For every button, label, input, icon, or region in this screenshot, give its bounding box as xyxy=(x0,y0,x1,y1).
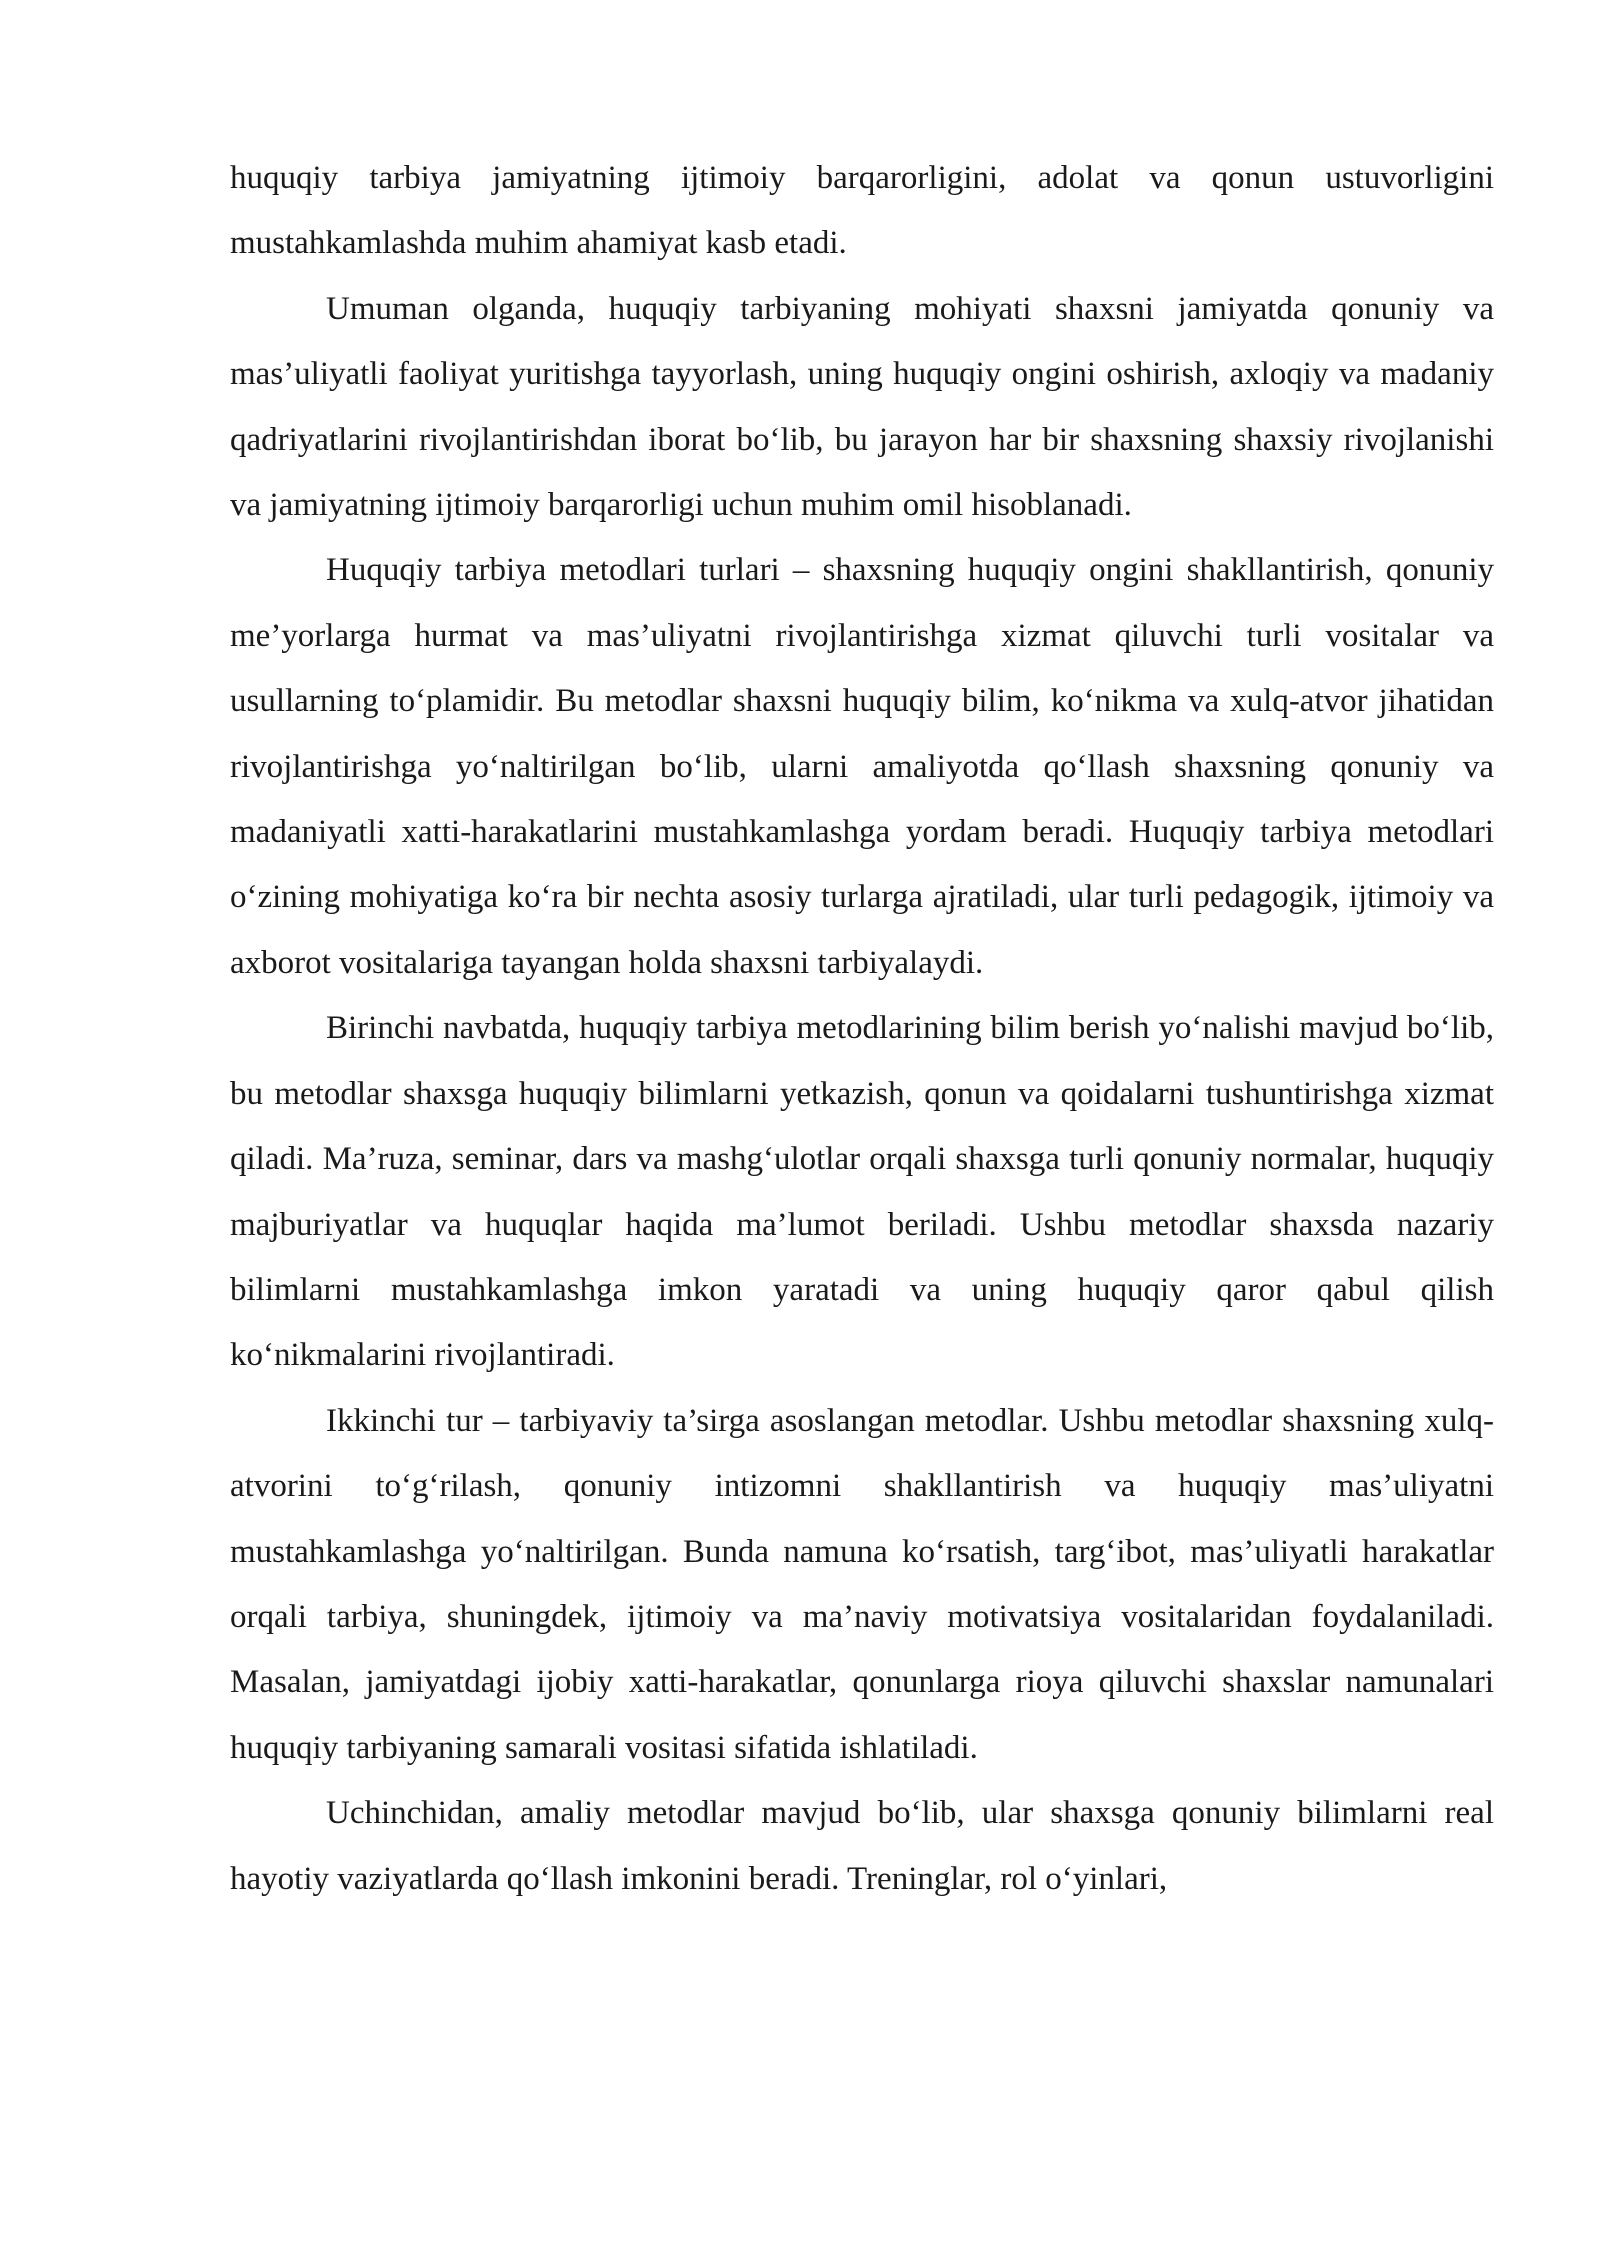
paragraph-3: Huquqiy tarbiya metodlari turlari – shaxsning huquqiy ongini shakllantirish, qonuniy me’yorlarga hurmat va mas’uliyatni rivojlantirishga xizmat qiluvchi turli vositalar va usullarning to‘plamidir. Bu metodlar shaxsni huquqiy bilim, ko‘nikma va xulq-atvor jihatidan rivojlantirishga yo‘naltirilgan bo‘lib, ularni amaliyotda qo‘llash shaxsning qonuniy va madaniyatli xatti-harakatlarini mustahkamlashga yordam beradi. Huquqiy tarbiya metodlari o‘zining mohiyatiga ko‘ra bir nechta asosiy turlarga ajratiladi, ular turli pedagogik, ijtimoiy va axborot vositalariga tayangan holda shaxsni tarbiyalaydi. xyxy=(230,552,1494,981)
paragraph-2: Umuman olganda, huquqiy tarbiyaning mohiyati shaxsni jamiyatda qonuniy va mas’uliyatli faoliyat yuritishga tayyorlash, uning huquqiy ongini oshirish, axloqiy va madaniy qadriyatlarini rivojlantirishdan iborat bo‘lib, bu jarayon har bir shaxsning shaxsiy rivojlanishi va jamiyatning ijtimoiy barqarorligi uchun muhim omil hisoblanadi. xyxy=(230,290,1494,524)
paragraph-5: Ikkinchi tur – tarbiyaviy ta’sirga asoslangan metodlar. Ushbu metodlar shaxsning xulq-atvorini to‘g‘rilash, qonuniy intizomni shakllantirish va huquqiy mas’uliyatni mustahkamlashga yo‘naltirilgan. Bunda namuna ko‘rsatish, targ‘ibot, mas’uliyatli harakatlar orqali tarbiya, shuningdek, ijtimoiy va ma’naviy motivatsiya vositalaridan foydalaniladi. Masalan, jamiyatdagi ijobiy xatti-harakatlar, qonunlarga rioya qiluvchi shaxslar namunalari huquqiy tarbiyaning samarali vositasi sifatida ishlatiladi. xyxy=(230,1402,1494,1766)
paragraph-4: Birinchi navbatda, huquqiy tarbiya metodlarining bilim berish yo‘nalishi mavjud bo‘lib, bu metodlar shaxsga huquqiy bilimlarni yetkazish, qonun va qoidalarni tushuntirishga xizmat qiladi. Ma’ruza, seminar, dars va mashg‘ulotlar orqali shaxsga turli qonuniy normalar, huquqiy majburiyatlar va huquqlar haqida ma’lumot beriladi. Ushbu metodlar shaxsda nazariy bilimlarni mustahkamlashga imkon yaratadi va uning huquqiy qaror qabul qilish ko‘nikmalarini rivojlantiradi. xyxy=(230,1010,1494,1374)
paragraph-6: Uchinchidan, amaliy metodlar mavjud bo‘lib, ular shaxsga qonuniy bilimlarni real hayotiy vaziyatlarda qo‘llash imkonini beradi. Treninglar, rol o‘yinlari, xyxy=(230,1795,1494,1897)
document-body xyxy=(230,146,1494,1912)
paragraph-1: huquqiy tarbiya jamiyatning ijtimoiy barqarorligini, adolat va qonun ustuvorligini mustahkamlashda muhim ahamiyat kasb etadi. xyxy=(230,160,1494,262)
